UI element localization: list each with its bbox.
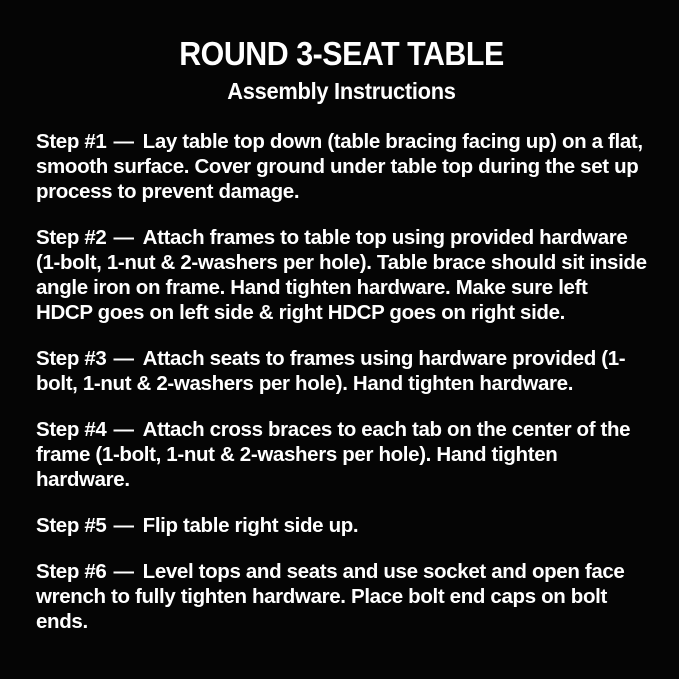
step-6	[36, 559, 647, 634]
step-3	[36, 346, 647, 396]
step-5-label: Step #5	[36, 514, 107, 538]
step-4	[36, 417, 647, 492]
step-3-text: Attach seats to frames using hardware provided (1-bolt, 1-nut & 2-washers per hole). Hand tighten hardware.	[36, 347, 626, 396]
steps-list	[36, 129, 647, 634]
em-dash: —	[113, 130, 134, 154]
step-4-label: Step #4	[36, 418, 107, 442]
page-subtitle: Assembly Instructions	[227, 78, 456, 105]
step-1-text: Lay table top down (table bracing facing up) on a flat, smooth surface. Cover ground under table top during the set up process to prevent damage.	[36, 130, 643, 204]
page-title: ROUND 3-SEAT TABLE	[179, 35, 504, 72]
em-dash: —	[113, 560, 134, 584]
step-1-label: Step #1	[36, 130, 107, 154]
step-6-label: Step #6	[36, 560, 107, 584]
step-5-text: Flip table right side up.	[142, 514, 359, 538]
em-dash: —	[113, 226, 134, 250]
step-1	[36, 129, 647, 204]
em-dash: —	[113, 347, 134, 371]
step-3-label: Step #3	[36, 347, 107, 371]
em-dash: —	[113, 418, 134, 442]
step-2	[36, 225, 647, 325]
step-2-text: Attach frames to table top using provided hardware (1-bolt, 1-nut & 2-washers per hole). Table brace should sit inside angle iron on frame. Hand tighten hardware. Make sure left HDCP goes on left side & right HDCP goes on right side.	[36, 226, 647, 325]
step-2-label: Step #2	[36, 226, 107, 250]
step-5	[36, 513, 647, 538]
em-dash: —	[113, 514, 134, 538]
step-4-text: Attach cross braces to each tab on the center of the frame (1-bolt, 1-nut & 2-washers per hole). Hand tighten hardware.	[36, 418, 631, 492]
step-6-text: Level tops and seats and use socket and open face wrench to fully tighten hardware. Place bolt end caps on bolt ends.	[36, 560, 625, 634]
header	[36, 36, 647, 105]
